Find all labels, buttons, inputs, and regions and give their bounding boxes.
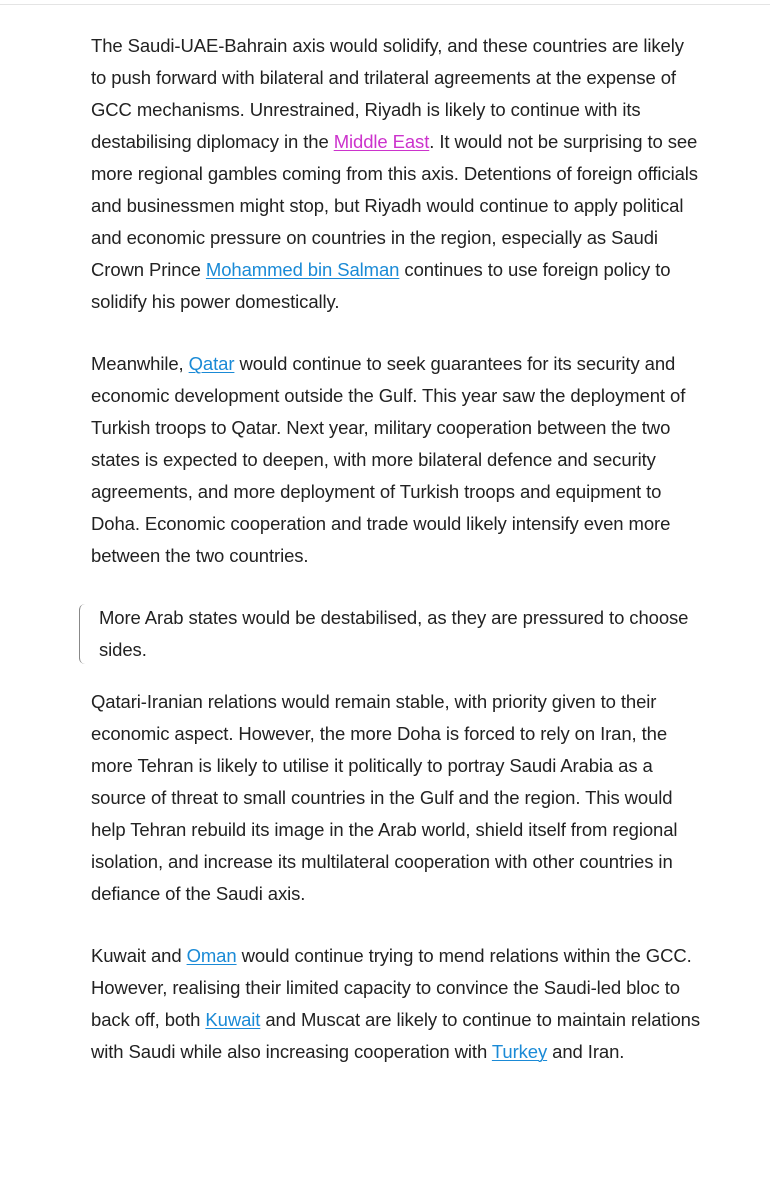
paragraph-text: and Muscat are likely to continue to maintain relations with Saudi while also increasing cooperation with [91, 1009, 700, 1062]
article-body [91, 30, 701, 1098]
paragraph-kuwait-oman [91, 940, 701, 1068]
link-oman[interactable]: Oman [186, 945, 237, 966]
paragraph-text: Qatari-Iranian relations would remain stable, with priority given to their economic aspect. However, the more Doha is forced to rely on Iran, the more Tehran is likely to utilise it politically to portray Saudi Arabia as a source of threat to small countries in the Gulf and the region. This would help Tehran rebuild its image in the Arab world, shield itself from regional isolation, and increase its multilateral cooperation with other countries in defiance of the Saudi axis. [91, 691, 678, 904]
paragraph-qatar-iran [91, 686, 701, 910]
link-turkey[interactable]: Turkey [491, 1041, 548, 1062]
paragraph-text: The Saudi-UAE-Bahrain axis would solidify, and these countries are likely to push forward with bilateral and trilateral agreements at the expense of GCC mechanisms. Unrestrained, Riyadh is likely to continue with its destabilising diplomacy in the [91, 35, 684, 152]
link-qatar[interactable]: Qatar [188, 353, 235, 374]
paragraph-text: continues to use foreign policy to solidify his power domestically. [91, 259, 671, 312]
top-divider [0, 4, 770, 5]
paragraph-text: would continue to seek guarantees for its security and economic development outside the Gulf. This year saw the deployment of Turkish troops to Qatar. Next year, military cooperation between the two states is expected to deepen, with more bilateral defence and security agreements, and more deployment of Turkish troops and equipment to Doha. Economic cooperation and trade would likely intensify even more between the two countries. [91, 353, 686, 566]
pull-quote-text: More Arab states would be destabilised, as they are pressured to choose sides. [99, 607, 689, 660]
paragraph-text: . It would not be surprising to see more regional gambles coming from this axis. Detentions of foreign officials and businessmen might stop, but Riyadh would continue to apply political and economic pressure on countries in the region, especially as Saudi Crown Prince [91, 131, 698, 280]
link-kuwait[interactable]: Kuwait [205, 1009, 261, 1030]
paragraph-saudi-axis [91, 30, 701, 318]
paragraph-text: and Iran. [547, 1041, 625, 1062]
paragraph-text: would continue trying to mend relations within the GCC. However, realising their limited capacity to convince the Saudi-led bloc to back off, both [91, 945, 692, 1030]
pull-quote-bracket [79, 604, 86, 664]
pull-quote [91, 602, 701, 666]
paragraph-text: Kuwait and [91, 945, 187, 966]
link-middle-east[interactable]: Middle East [333, 131, 430, 152]
paragraph-text: Meanwhile, [91, 353, 189, 374]
link-mohammed-bin-salman[interactable]: Mohammed bin Salman [205, 259, 400, 280]
paragraph-qatar [91, 348, 701, 572]
